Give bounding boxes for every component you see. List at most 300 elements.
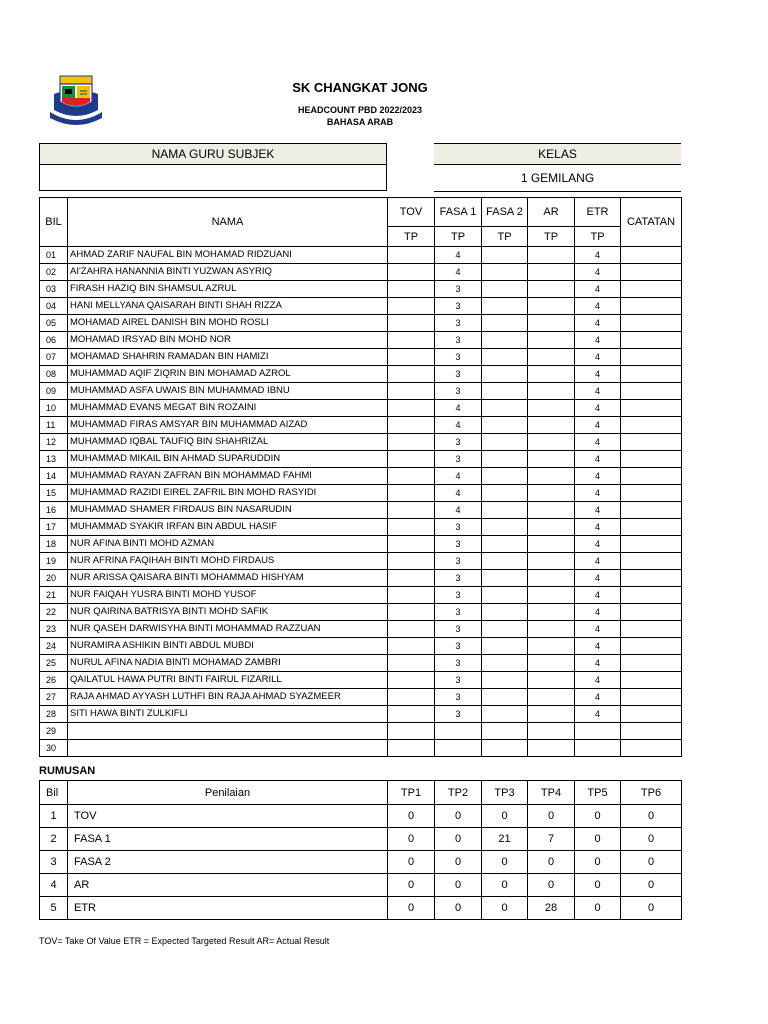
student-name: NURAMIRA ASHIKIN BINTI ABDUL MUBDI xyxy=(68,638,388,655)
summary-tp4-value: 7 xyxy=(528,828,575,851)
student-etr: 4 xyxy=(575,485,621,502)
student-catatan xyxy=(621,655,682,672)
summary-bil: 1 xyxy=(40,805,68,828)
student-etr: 4 xyxy=(575,332,621,349)
student-row xyxy=(40,417,682,434)
student-fasa2 xyxy=(482,502,528,519)
student-tov xyxy=(388,621,435,638)
student-row xyxy=(40,672,682,689)
student-ar xyxy=(528,689,575,706)
tp-label: TP xyxy=(575,227,621,247)
student-tov xyxy=(388,264,435,281)
student-fasa1: 3 xyxy=(435,672,482,689)
student-row xyxy=(40,706,682,723)
student-fasa2 xyxy=(482,264,528,281)
student-row xyxy=(40,366,682,383)
student-fasa1: 3 xyxy=(435,332,482,349)
student-tov xyxy=(388,332,435,349)
student-ar xyxy=(528,570,575,587)
student-fasa2 xyxy=(482,723,528,740)
student-fasa2 xyxy=(482,570,528,587)
student-etr: 4 xyxy=(575,536,621,553)
student-catatan xyxy=(621,400,682,417)
summary-header-cell: TP1 xyxy=(388,781,435,805)
student-tov xyxy=(388,604,435,621)
student-row xyxy=(40,689,682,706)
summary-tp2-value: 0 xyxy=(435,805,482,828)
student-fasa2 xyxy=(482,655,528,672)
student-etr: 4 xyxy=(575,315,621,332)
student-fasa2 xyxy=(482,553,528,570)
student-catatan xyxy=(621,621,682,638)
student-ar xyxy=(528,451,575,468)
student-ar xyxy=(528,264,575,281)
summary-table xyxy=(39,780,682,920)
student-fasa1 xyxy=(435,723,482,740)
summary-tp1-value: 0 xyxy=(388,828,435,851)
summary-tp4-value: 28 xyxy=(528,897,575,920)
summary-tp1-value: 0 xyxy=(388,874,435,897)
student-name: NURUL AFINA NADIA BINTI MOHAMAD ZAMBRI xyxy=(68,655,388,672)
student-tov xyxy=(388,638,435,655)
student-row xyxy=(40,740,682,757)
summary-tp5-value: 0 xyxy=(575,874,621,897)
student-catatan xyxy=(621,264,682,281)
student-row xyxy=(40,553,682,570)
student-fasa2 xyxy=(482,740,528,757)
student-etr: 4 xyxy=(575,502,621,519)
student-name: MOHAMAD SHAHRIN RAMADAN BIN HAMIZI xyxy=(68,349,388,366)
student-ar xyxy=(528,400,575,417)
student-fasa2 xyxy=(482,485,528,502)
student-catatan xyxy=(621,553,682,570)
summary-tp3-value: 21 xyxy=(482,828,528,851)
summary-row xyxy=(40,805,682,828)
col-fasa1-header: FASA 1 xyxy=(435,198,482,227)
student-fasa1: 3 xyxy=(435,587,482,604)
student-tov xyxy=(388,502,435,519)
student-fasa1: 4 xyxy=(435,264,482,281)
student-tov xyxy=(388,400,435,417)
student-bil: 11 xyxy=(40,417,68,434)
student-row xyxy=(40,451,682,468)
summary-bil: 2 xyxy=(40,828,68,851)
student-row xyxy=(40,349,682,366)
class-value: 1 GEMILANG xyxy=(520,171,595,185)
student-fasa2 xyxy=(482,468,528,485)
student-tov xyxy=(388,536,435,553)
student-bil: 09 xyxy=(40,383,68,400)
student-name: AHMAD ZARIF NAUFAL BIN MOHAMAD RIDZUANI xyxy=(68,247,388,264)
student-name: MOHAMAD AIREL DANISH BIN MOHD ROSLI xyxy=(68,315,388,332)
student-tov xyxy=(388,281,435,298)
student-fasa1: 3 xyxy=(435,298,482,315)
student-bil: 28 xyxy=(40,706,68,723)
student-etr: 4 xyxy=(575,553,621,570)
summary-penilaian: TOV xyxy=(68,805,388,828)
student-name xyxy=(68,740,388,757)
summary-tp3-value: 0 xyxy=(482,851,528,874)
student-fasa1: 4 xyxy=(435,485,482,502)
summary-header-cell: TP4 xyxy=(528,781,575,805)
summary-bil: 4 xyxy=(40,874,68,897)
summary-tp5-value: 0 xyxy=(575,805,621,828)
student-tov xyxy=(388,366,435,383)
student-tov xyxy=(388,485,435,502)
student-fasa1: 4 xyxy=(435,468,482,485)
summary-penilaian: FASA 2 xyxy=(68,851,388,874)
summary-tp6-value: 0 xyxy=(621,874,682,897)
tp-label: TP xyxy=(482,227,528,247)
summary-tp6-value: 0 xyxy=(621,897,682,920)
student-ar xyxy=(528,672,575,689)
teacher-name-label: NAMA GURU SUBJEK xyxy=(40,144,386,165)
summary-bil: 3 xyxy=(40,851,68,874)
student-name: NUR QAIRINA BATRISYA BINTI MOHD SAFIK xyxy=(68,604,388,621)
student-fasa1: 3 xyxy=(435,315,482,332)
student-bil: 03 xyxy=(40,281,68,298)
student-tov xyxy=(388,706,435,723)
summary-title: RUMUSAN xyxy=(39,765,96,777)
student-ar xyxy=(528,315,575,332)
student-bil: 02 xyxy=(40,264,68,281)
student-fasa1: 4 xyxy=(435,502,482,519)
summary-row xyxy=(40,828,682,851)
student-tov xyxy=(388,349,435,366)
student-fasa1 xyxy=(435,740,482,757)
tp-label: TP xyxy=(528,227,575,247)
student-etr xyxy=(575,740,621,757)
summary-tp5-value: 0 xyxy=(575,828,621,851)
student-fasa2 xyxy=(482,689,528,706)
summary-tp2-value: 0 xyxy=(435,874,482,897)
student-fasa1: 3 xyxy=(435,655,482,672)
student-bil: 15 xyxy=(40,485,68,502)
student-tov xyxy=(388,298,435,315)
student-ar xyxy=(528,519,575,536)
student-etr: 4 xyxy=(575,434,621,451)
student-ar xyxy=(528,587,575,604)
student-etr: 4 xyxy=(575,519,621,536)
student-tov xyxy=(388,570,435,587)
student-bil: 07 xyxy=(40,349,68,366)
col-tov-header: TOV xyxy=(388,198,435,227)
student-tov xyxy=(388,655,435,672)
student-ar xyxy=(528,247,575,264)
school-name: SK CHANGKAT JONG xyxy=(292,80,428,95)
subject-name: BAHASA ARAB xyxy=(326,117,394,127)
student-name: MUHAMMAD AQIF ZIQRIN BIN MOHAMAD AZROL xyxy=(68,366,388,383)
student-row xyxy=(40,655,682,672)
student-bil: 21 xyxy=(40,587,68,604)
student-bil: 16 xyxy=(40,502,68,519)
student-tov xyxy=(388,468,435,485)
student-row xyxy=(40,247,682,264)
student-name: MUHAMMAD RAZIDI EIREL ZAFRIL BIN MOHD RASYIDI xyxy=(68,485,388,502)
student-fasa1: 3 xyxy=(435,553,482,570)
student-ar xyxy=(528,434,575,451)
student-bil: 05 xyxy=(40,315,68,332)
student-row xyxy=(40,298,682,315)
class-label: KELAS xyxy=(434,144,681,165)
student-row xyxy=(40,604,682,621)
student-ar xyxy=(528,604,575,621)
tp-label: TP xyxy=(435,227,482,247)
summary-header-cell: TP5 xyxy=(575,781,621,805)
student-name: RAJA AHMAD AYYASH LUTHFI BIN RAJA AHMAD SYAZMEER xyxy=(68,689,388,706)
student-catatan xyxy=(621,604,682,621)
teacher-name-box xyxy=(39,143,387,191)
student-row xyxy=(40,485,682,502)
student-bil: 13 xyxy=(40,451,68,468)
student-fasa1: 3 xyxy=(435,349,482,366)
student-ar xyxy=(528,553,575,570)
student-name: SITI HAWA BINTI ZULKIFLI xyxy=(68,706,388,723)
col-etr-header: ETR xyxy=(575,198,621,227)
summary-tp5-value: 0 xyxy=(575,897,621,920)
summary-row xyxy=(40,851,682,874)
student-tov xyxy=(388,587,435,604)
student-name: MUHAMMAD RAYAN ZAFRAN BIN MOHAMMAD FAHMI xyxy=(68,468,388,485)
student-catatan xyxy=(621,723,682,740)
student-etr: 4 xyxy=(575,451,621,468)
student-bil: 27 xyxy=(40,689,68,706)
student-catatan xyxy=(621,247,682,264)
student-ar xyxy=(528,366,575,383)
summary-tp2-value: 0 xyxy=(435,828,482,851)
student-row xyxy=(40,264,682,281)
summary-tp3-value: 0 xyxy=(482,874,528,897)
student-ar xyxy=(528,536,575,553)
col-fasa2-header: FASA 2 xyxy=(482,198,528,227)
summary-tp1-value: 0 xyxy=(388,805,435,828)
student-bil: 10 xyxy=(40,400,68,417)
student-ar xyxy=(528,383,575,400)
summary-tp4-value: 0 xyxy=(528,874,575,897)
student-etr: 4 xyxy=(575,655,621,672)
student-fasa2 xyxy=(482,281,528,298)
student-bil: 23 xyxy=(40,621,68,638)
student-catatan xyxy=(621,502,682,519)
student-catatan xyxy=(621,281,682,298)
student-tov xyxy=(388,689,435,706)
student-name: MUHAMMAD IQBAL TAUFIQ BIN SHAHRIZAL xyxy=(68,434,388,451)
student-ar xyxy=(528,655,575,672)
footer-legend: TOV= Take Of Value ETR = Expected Targeted Result AR= Actual Result xyxy=(39,936,330,946)
student-ar xyxy=(528,417,575,434)
student-row xyxy=(40,332,682,349)
student-catatan xyxy=(621,366,682,383)
summary-tp5-value: 0 xyxy=(575,851,621,874)
student-etr: 4 xyxy=(575,264,621,281)
student-row xyxy=(40,502,682,519)
student-bil: 06 xyxy=(40,332,68,349)
student-etr: 4 xyxy=(575,349,621,366)
student-fasa2 xyxy=(482,519,528,536)
student-name: NUR AFINA BINTI MOHD AZMAN xyxy=(68,536,388,553)
student-fasa2 xyxy=(482,247,528,264)
summary-row xyxy=(40,897,682,920)
summary-header-cell: TP3 xyxy=(482,781,528,805)
student-fasa2 xyxy=(482,706,528,723)
col-bil-header: BIL xyxy=(40,198,68,247)
student-row xyxy=(40,621,682,638)
student-bil: 22 xyxy=(40,604,68,621)
student-name: AI'ZAHRA HANANNIA BINTI YUZWAN ASYRIQ xyxy=(68,264,388,281)
student-name: NUR QASEH DARWISYHA BINTI MOHAMMAD RAZZUAN xyxy=(68,621,388,638)
student-bil: 30 xyxy=(40,740,68,757)
summary-tp2-value: 0 xyxy=(435,897,482,920)
student-fasa2 xyxy=(482,451,528,468)
student-bil: 24 xyxy=(40,638,68,655)
summary-header-cell: TP2 xyxy=(435,781,482,805)
tp-label: TP xyxy=(388,227,435,247)
student-fasa1: 3 xyxy=(435,366,482,383)
student-fasa1: 3 xyxy=(435,638,482,655)
student-bil: 08 xyxy=(40,366,68,383)
summary-header-cell: TP6 xyxy=(621,781,682,805)
student-etr: 4 xyxy=(575,298,621,315)
student-name: MUHAMMAD MIKAIL BIN AHMAD SUPARUDDIN xyxy=(68,451,388,468)
summary-penilaian: ETR xyxy=(68,897,388,920)
summary-header-cell: Bil xyxy=(40,781,68,805)
student-fasa1: 3 xyxy=(435,383,482,400)
student-fasa2 xyxy=(482,366,528,383)
student-etr: 4 xyxy=(575,570,621,587)
student-etr: 4 xyxy=(575,281,621,298)
class-box xyxy=(434,143,681,192)
student-tov xyxy=(388,417,435,434)
student-etr: 4 xyxy=(575,400,621,417)
student-fasa1: 3 xyxy=(435,570,482,587)
student-ar xyxy=(528,485,575,502)
student-row xyxy=(40,383,682,400)
summary-penilaian: AR xyxy=(68,874,388,897)
student-bil: 04 xyxy=(40,298,68,315)
student-name: MUHAMMAD SYAKIR IRFAN BIN ABDUL HASIF xyxy=(68,519,388,536)
student-fasa2 xyxy=(482,349,528,366)
student-fasa2 xyxy=(482,638,528,655)
student-bil: 29 xyxy=(40,723,68,740)
student-bil: 18 xyxy=(40,536,68,553)
student-row xyxy=(40,400,682,417)
student-fasa2 xyxy=(482,315,528,332)
student-catatan xyxy=(621,451,682,468)
student-catatan xyxy=(621,740,682,757)
student-row xyxy=(40,434,682,451)
summary-tp1-value: 0 xyxy=(388,897,435,920)
student-ar xyxy=(528,638,575,655)
student-catatan xyxy=(621,519,682,536)
student-name: MUHAMMAD ASFA UWAIS BIN MUHAMMAD IBNU xyxy=(68,383,388,400)
student-row xyxy=(40,536,682,553)
student-fasa2 xyxy=(482,332,528,349)
student-etr: 4 xyxy=(575,689,621,706)
student-row xyxy=(40,570,682,587)
student-fasa2 xyxy=(482,587,528,604)
student-fasa2 xyxy=(482,672,528,689)
student-ar xyxy=(528,621,575,638)
student-ar xyxy=(528,349,575,366)
student-tov xyxy=(388,553,435,570)
student-tov xyxy=(388,383,435,400)
student-name: MUHAMMAD EVANS MEGAT BIN ROZAINI xyxy=(68,400,388,417)
student-fasa1: 4 xyxy=(435,400,482,417)
student-fasa1: 3 xyxy=(435,451,482,468)
student-name: NUR AFRINA FAQIHAH BINTI MOHD FIRDAUS xyxy=(68,553,388,570)
student-catatan xyxy=(621,536,682,553)
student-ar xyxy=(528,502,575,519)
student-name: FIRASH HAZIQ BIN SHAMSUL AZRUL xyxy=(68,281,388,298)
summary-tp4-value: 0 xyxy=(528,805,575,828)
student-tov xyxy=(388,723,435,740)
student-fasa1: 3 xyxy=(435,434,482,451)
student-name: HANI MELLYANA QAISARAH BINTI SHAH RIZZA xyxy=(68,298,388,315)
student-name: MUHAMMAD SHAMER FIRDAUS BIN NASARUDIN xyxy=(68,502,388,519)
student-name: MUHAMMAD FIRAS AMSYAR BIN MUHAMMAD AIZAD xyxy=(68,417,388,434)
student-fasa1: 3 xyxy=(435,536,482,553)
student-etr: 4 xyxy=(575,417,621,434)
student-fasa2 xyxy=(482,621,528,638)
student-etr: 4 xyxy=(575,621,621,638)
student-tov xyxy=(388,451,435,468)
student-tov xyxy=(388,740,435,757)
student-etr: 4 xyxy=(575,366,621,383)
student-catatan xyxy=(621,383,682,400)
student-name: QAILATUL HAWA PUTRI BINTI FAIRUL FIZARILL xyxy=(68,672,388,689)
student-fasa1: 4 xyxy=(435,247,482,264)
student-bil: 26 xyxy=(40,672,68,689)
student-catatan xyxy=(621,570,682,587)
student-name: NUR FAIQAH YUSRA BINTI MOHD YUSOF xyxy=(68,587,388,604)
student-ar xyxy=(528,281,575,298)
summary-tp1-value: 0 xyxy=(388,851,435,874)
student-etr: 4 xyxy=(575,672,621,689)
student-catatan xyxy=(621,417,682,434)
student-row xyxy=(40,315,682,332)
student-name xyxy=(68,723,388,740)
student-bil: 12 xyxy=(40,434,68,451)
summary-header-cell: Penilaian xyxy=(68,781,388,805)
student-name: MOHAMAD IRSYAD BIN MOHD NOR xyxy=(68,332,388,349)
student-bil: 25 xyxy=(40,655,68,672)
student-catatan xyxy=(621,349,682,366)
student-catatan xyxy=(621,638,682,655)
student-row xyxy=(40,519,682,536)
summary-tp3-value: 0 xyxy=(482,805,528,828)
summary-tp4-value: 0 xyxy=(528,851,575,874)
student-tov xyxy=(388,315,435,332)
student-ar xyxy=(528,298,575,315)
student-fasa2 xyxy=(482,383,528,400)
student-ar xyxy=(528,706,575,723)
student-fasa2 xyxy=(482,604,528,621)
student-etr: 4 xyxy=(575,604,621,621)
student-etr: 4 xyxy=(575,638,621,655)
summary-tp6-value: 0 xyxy=(621,828,682,851)
student-fasa1: 4 xyxy=(435,417,482,434)
student-catatan xyxy=(621,315,682,332)
student-catatan xyxy=(621,485,682,502)
student-catatan xyxy=(621,468,682,485)
student-fasa2 xyxy=(482,417,528,434)
student-row xyxy=(40,723,682,740)
summary-row xyxy=(40,874,682,897)
col-nama-header: NAMA xyxy=(68,198,388,247)
summary-bil: 5 xyxy=(40,897,68,920)
student-ar xyxy=(528,740,575,757)
student-row xyxy=(40,638,682,655)
